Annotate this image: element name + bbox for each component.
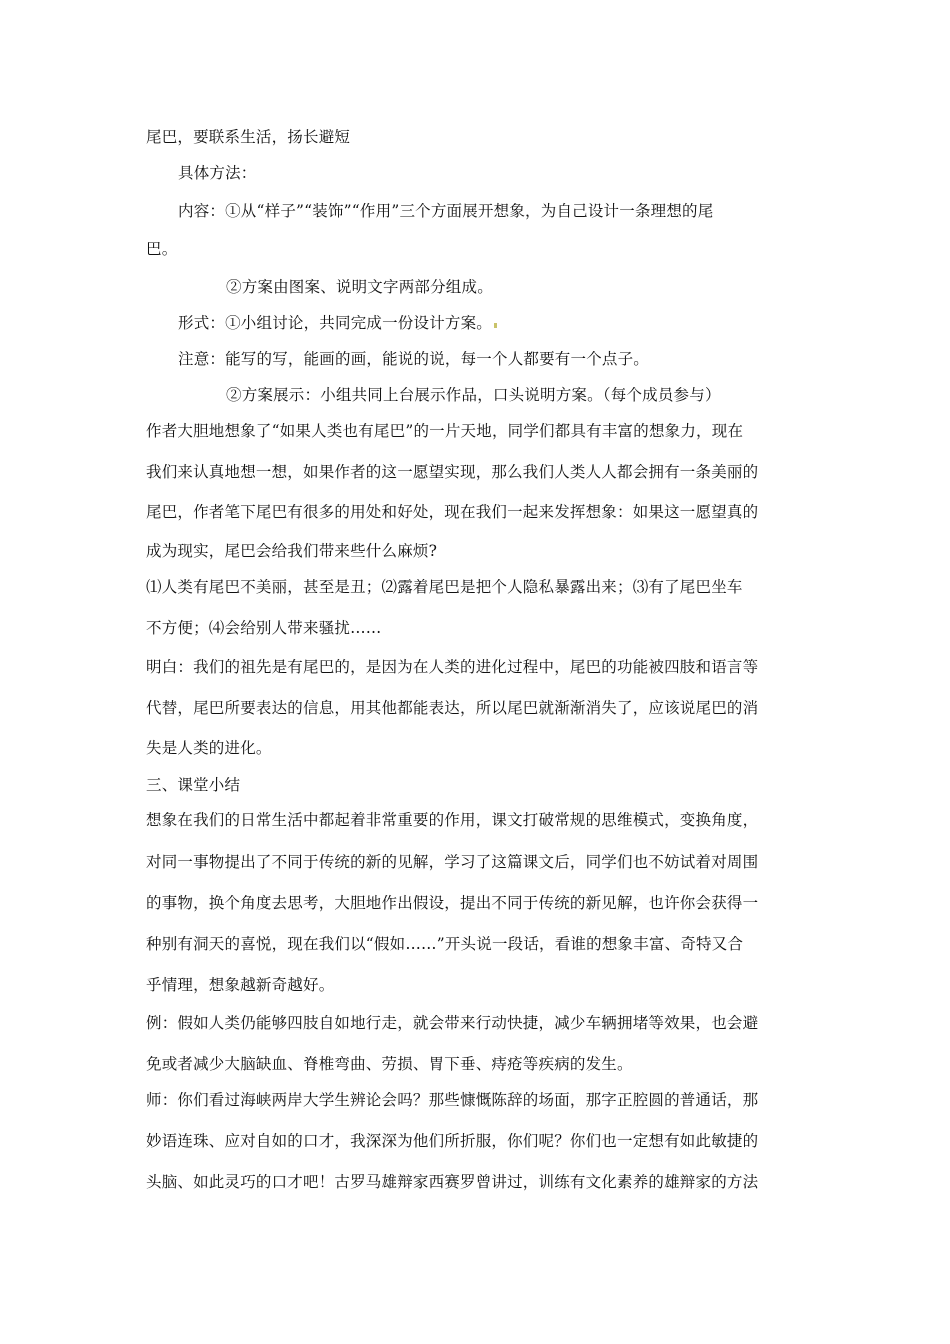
text-line-19: 想象在我们的日常生活中都起着非常重要的作用，课文打破常规的思维模式，变换角度， — [146, 811, 759, 829]
text-line-10: 我们来认真地想一想，如果作者的这一愿望实现，那么我们人类人人都会拥有一条美丽的 — [146, 463, 759, 481]
text-line-3: 内容：①从“样子”“装饰”“作用”三个方面展开想象，为自己设计一条理想的尾 — [178, 202, 714, 220]
text-line-28: 头脑、如此灵巧的口才吧！古罗马雄辩家西赛罗曾讲过，训练有文化素养的雄辩家的方法 — [146, 1173, 759, 1191]
scan-dot-mark — [494, 323, 497, 328]
section-heading: 三、课堂小结 — [146, 776, 241, 794]
text-line-14: 不方便；⑷会给别人带来骚扰…… — [146, 619, 382, 637]
text-line-12: 成为现实，尾巴会给我们带来些什么麻烦? — [146, 542, 438, 560]
text-line-27: 妙语连珠、应对自如的口才，我深深为他们所折服，你们呢？你们也一定想有如此敏捷的 — [146, 1132, 759, 1150]
text-line-23: 乎情理，想象越新奇越好。 — [146, 976, 335, 994]
text-line-20: 对同一事物提出了不同于传统的新的见解，学习了这篇课文后，同学们也不妨试着对周围 — [146, 853, 759, 871]
text-line-21: 的事物，换个角度去思考，大胆地作出假设，提出不同于传统的新见解，也许你会获得一 — [146, 894, 759, 912]
text-line-6-text: 形式：①小组讨论，共同完成一份设计方案。 — [178, 314, 493, 332]
text-line-6 — [178, 313, 497, 333]
text-line-8: ②方案展示：小组共同上台展示作品，口头说明方案。（每个成员参与） — [226, 386, 721, 404]
text-line-5: ②方案由图案、说明文字两部分组成。 — [226, 278, 493, 296]
text-line-25: 免或者减少大脑缺血、脊椎弯曲、劳损、胃下垂、痔疮等疾病的发生。 — [146, 1055, 633, 1073]
text-line-13: ⑴人类有尾巴不美丽，甚至是丑；⑵露着尾巴是把个人隐私暴露出来；⑶有了尾巴坐车 — [146, 578, 743, 596]
text-line-11: 尾巴，作者笔下尾巴有很多的用处和好处，现在我们一起来发挥想象：如果这一愿望真的 — [146, 503, 759, 521]
text-line-17: 失是人类的进化。 — [146, 739, 272, 757]
text-line-2: 具体方法： — [178, 164, 257, 182]
text-line-24: 例：假如人类仍能够四肢自如地行走，就会带来行动快捷，减少车辆拥堵等效果，也会避 — [146, 1014, 759, 1032]
text-line-16: 代替，尾巴所要表达的信息，用其他都能表达，所以尾巴就渐渐消失了，应该说尾巴的消 — [146, 699, 759, 717]
text-line-22: 种别有洞天的喜悦，现在我们以“假如……”开头说一段话，看谁的想象丰富、奇特又合 — [146, 935, 744, 953]
text-line-1: 尾巴，要联系生活，扬长避短 — [146, 128, 351, 146]
text-line-26: 师：你们看过海峡两岸大学生辨论会吗？那些慷慨陈辞的场面，那字正腔圆的普通话，那 — [146, 1091, 759, 1109]
text-line-9: 作者大胆地想象了“如果人类也有尾巴”的一片天地，同学们都具有丰富的想象力，现在 — [146, 422, 744, 440]
text-line-4: 巴。 — [146, 240, 178, 258]
text-line-7: 注意：能写的写，能画的画，能说的说，每一个人都要有一个点子。 — [178, 350, 650, 368]
text-line-15: 明白：我们的祖先是有尾巴的，是因为在人类的进化过程中，尾巴的功能被四肢和语言等 — [146, 658, 759, 676]
